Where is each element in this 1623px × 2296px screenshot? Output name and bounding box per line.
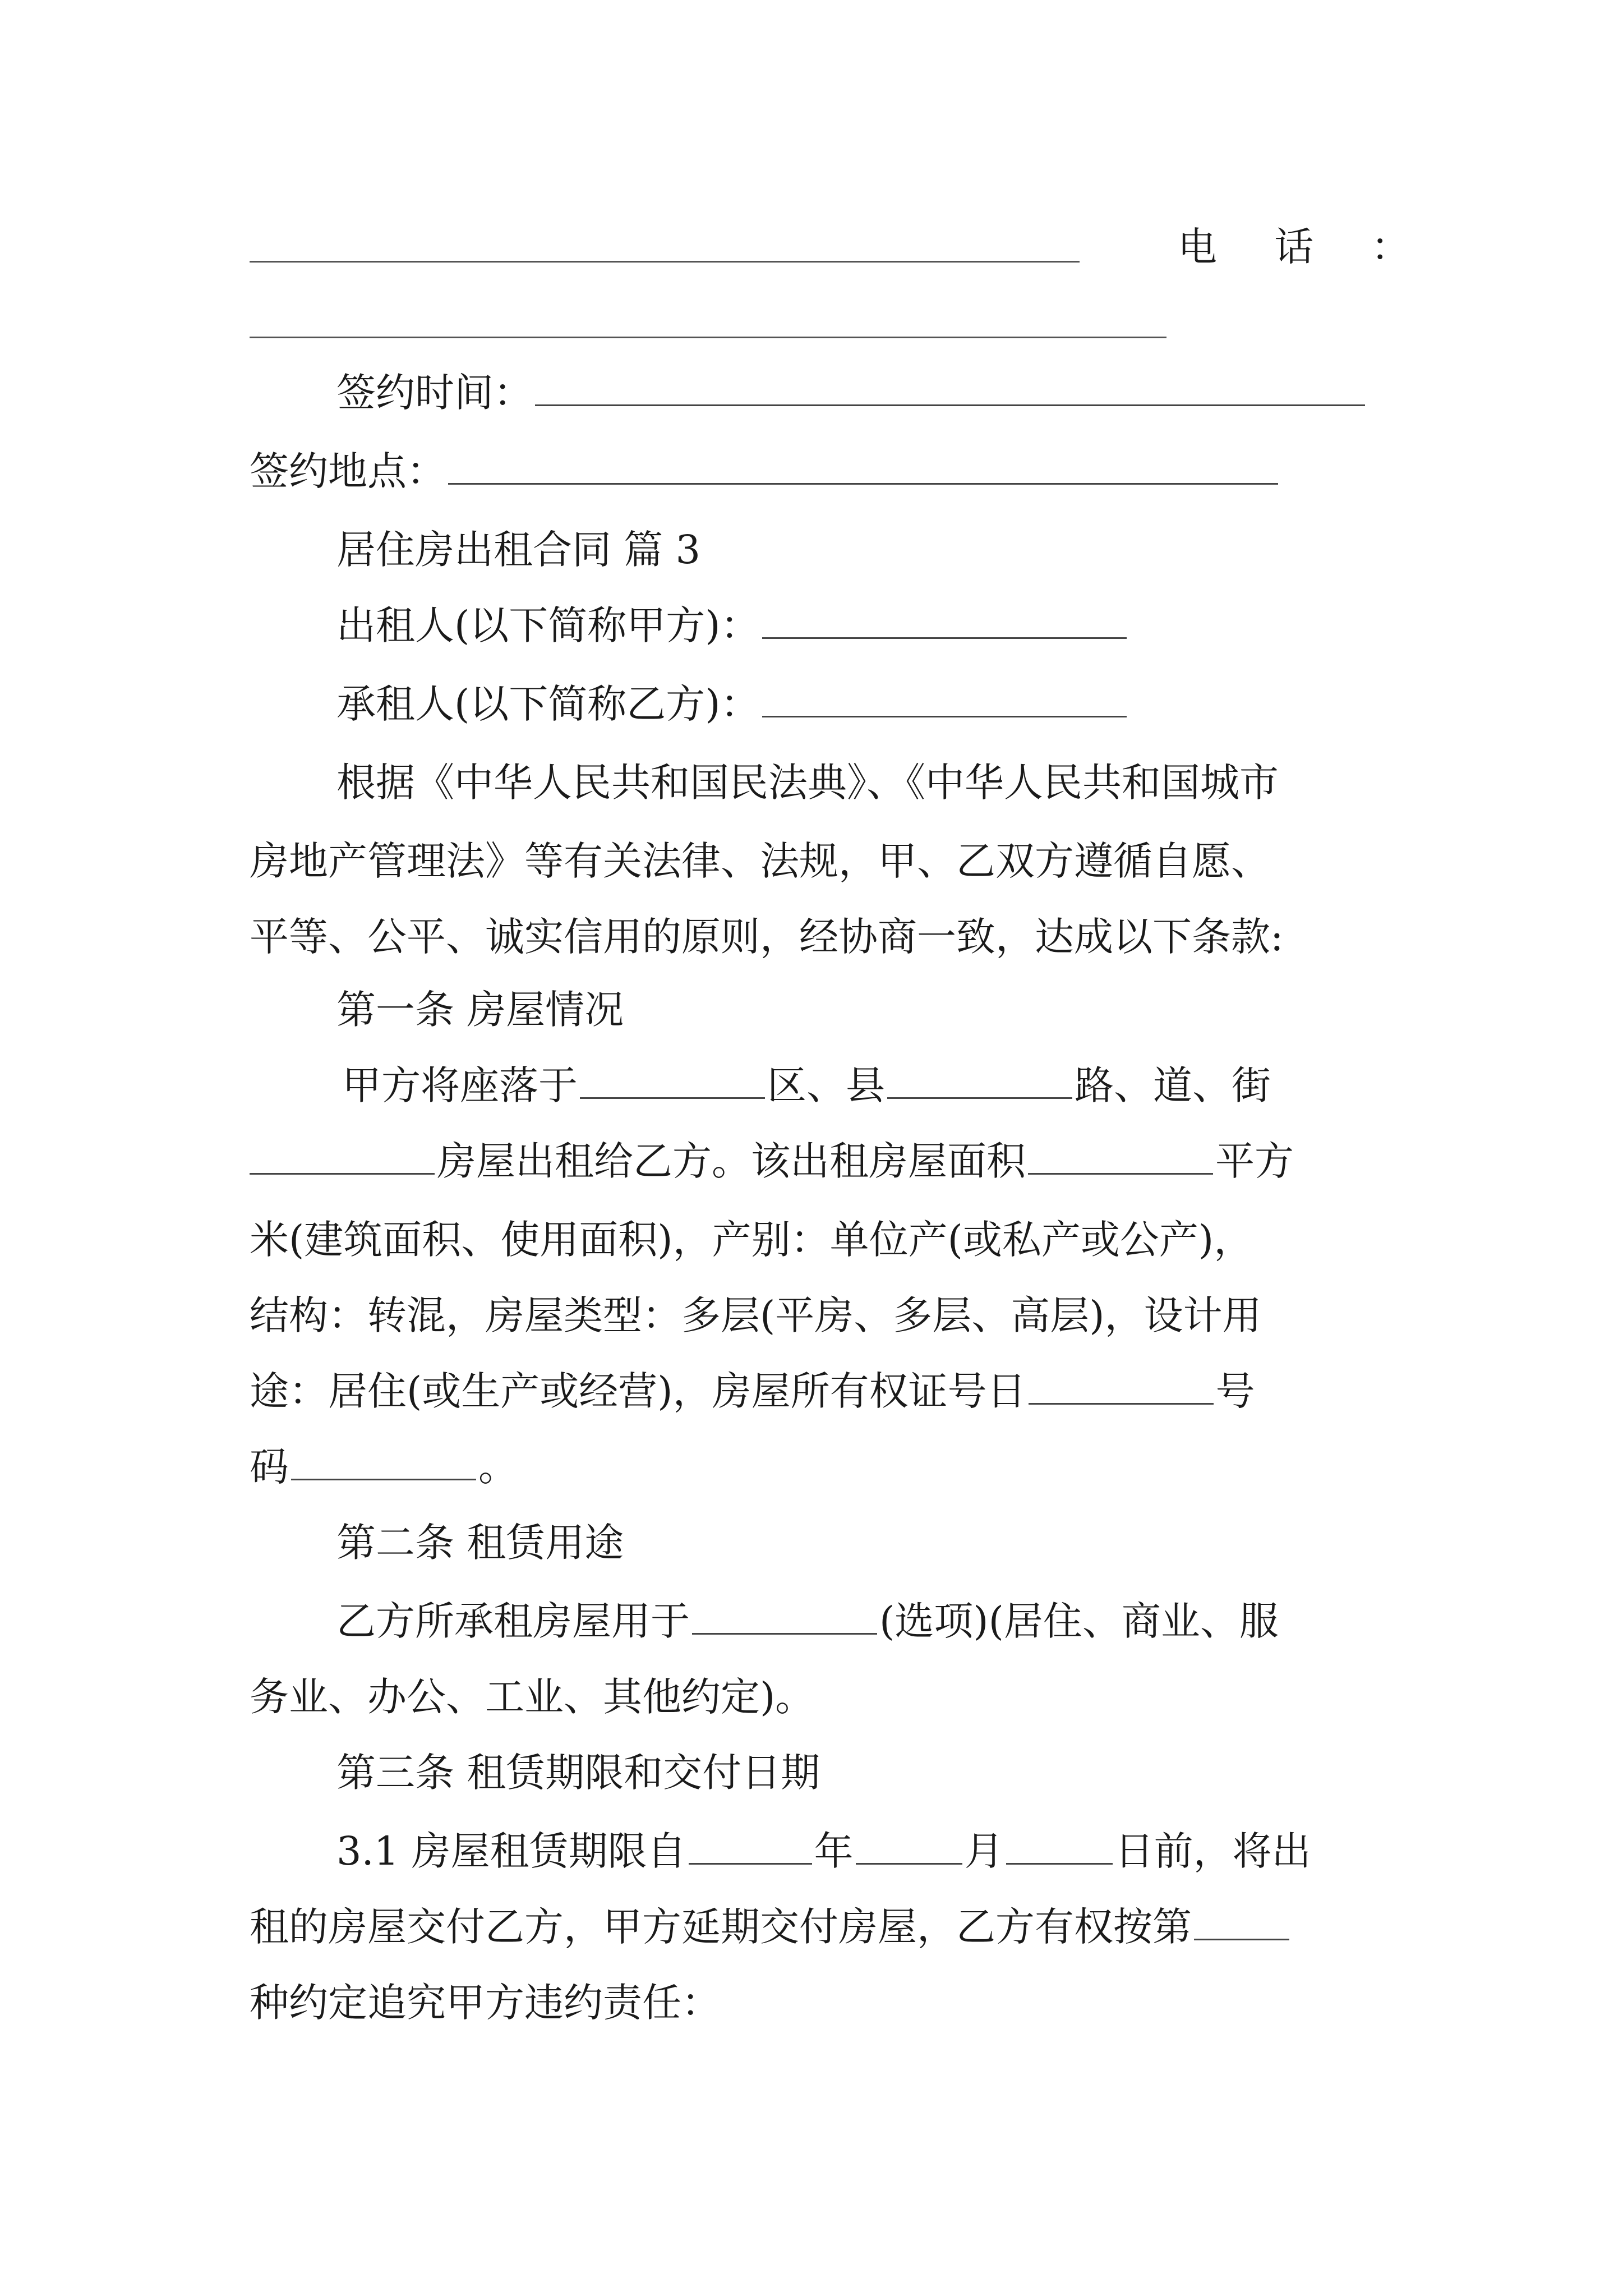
article-2-title: 第二条 租赁用途: [336, 1520, 624, 1566]
article-1-line-6: [250, 1439, 518, 1495]
basis-line-1: 根据《中华人民共和国民法典》、《中华人民共和国城市: [336, 760, 1279, 806]
certificate-blank: [1029, 1368, 1214, 1405]
lessor-label: 出租人(以下简称甲方)：: [336, 602, 760, 648]
article-1-text-cert: 途：居住(或生产或经营)，房屋所有权证号日: [250, 1368, 1026, 1414]
lessee-row: [336, 676, 1129, 732]
basis-line-2: 房地产管理法》等有关法律、法规，甲、乙双方遵循自愿、: [250, 838, 1270, 884]
area-blank: [1028, 1138, 1213, 1175]
lessee-blank: [762, 681, 1127, 717]
article-1-text-code: 码: [250, 1444, 289, 1490]
sign-place-label: 签约地点：: [250, 448, 446, 494]
article-1-line-5: [250, 1363, 1255, 1419]
article-3-line-2: [250, 1899, 1292, 1955]
article-3-text-month: 月: [964, 1828, 1004, 1874]
article-3-text-b: 租的房屋交付乙方，甲方延期交付房屋，乙方有权按第: [250, 1904, 1192, 1950]
article-2-line-1: [336, 1593, 1279, 1649]
lessor-blank: [762, 602, 1127, 639]
blank-line: [250, 261, 1080, 263]
article-3-text-year: 年: [814, 1828, 854, 1874]
basis-line-3: 平等、公平、诚实信用的原则，经协商一致，达成以下条款:: [250, 914, 1284, 960]
usage-blank: [692, 1598, 877, 1635]
code-blank: [291, 1444, 476, 1480]
article-1-text-c: 路、道、街: [1075, 1062, 1271, 1108]
house-number-blank: [250, 1138, 435, 1175]
month-blank: [856, 1828, 962, 1865]
article-2-text-a: 乙方所承租房屋用于: [336, 1598, 690, 1644]
article-1-line-2: [250, 1133, 1294, 1189]
district-blank: [580, 1062, 765, 1099]
lessee-label: 承租人(以下简称乙方)：: [336, 681, 760, 727]
article-1-line-4: 结构：转混，房屋类型：多层(平房、多层、高层)，设计用: [250, 1292, 1262, 1338]
sign-time-label: 签约时间：: [336, 370, 533, 416]
year-blank: [689, 1828, 812, 1865]
article-1-title: 第一条 房屋情况: [336, 987, 624, 1033]
day-blank: [1006, 1828, 1113, 1865]
article-2-line-2: 务业、办公、工业、其他约定)。: [250, 1674, 815, 1720]
article-1-text-a: 甲方将座落于: [342, 1062, 578, 1108]
sign-place-row: [250, 443, 1280, 499]
article-1-line-3: 米(建筑面积、使用面积)，产别：单位产(或私产或公产)，: [250, 1217, 1253, 1263]
phone-blank-line: [250, 337, 1166, 338]
sign-time-row: [336, 365, 1367, 421]
article-1-line-1: [342, 1057, 1271, 1114]
article-3-text-day: 日前，将出: [1114, 1828, 1311, 1874]
sign-time-blank: [535, 370, 1365, 406]
phone-label: 电 话 ：: [1178, 224, 1433, 270]
article-2-text-b: (选项)(居住、商业、服: [879, 1598, 1279, 1644]
clause-blank: [1194, 1904, 1289, 1940]
article-1-text-d: 房屋出租给乙方。该出租房屋面积: [437, 1138, 1026, 1184]
article-3-text-a: 3.1 房屋租赁期限自: [336, 1828, 686, 1874]
sign-place-blank: [448, 448, 1278, 485]
article-1-text-number: 号: [1215, 1368, 1255, 1414]
article-3-title: 第三条 租赁期限和交付日期: [336, 1750, 820, 1796]
article-1-text-end: 。: [478, 1444, 518, 1490]
article-1-text-b: 区、县: [767, 1062, 885, 1108]
article-3-line-3: 种约定追究甲方违约责任：: [250, 1980, 721, 2026]
lessor-row: [336, 597, 1129, 654]
contract-title: 居住房出租合同 篇 3: [336, 527, 701, 573]
article-1-text-e: 平方: [1215, 1138, 1294, 1184]
article-3-line-1: [336, 1823, 1311, 1879]
road-blank: [887, 1062, 1072, 1099]
